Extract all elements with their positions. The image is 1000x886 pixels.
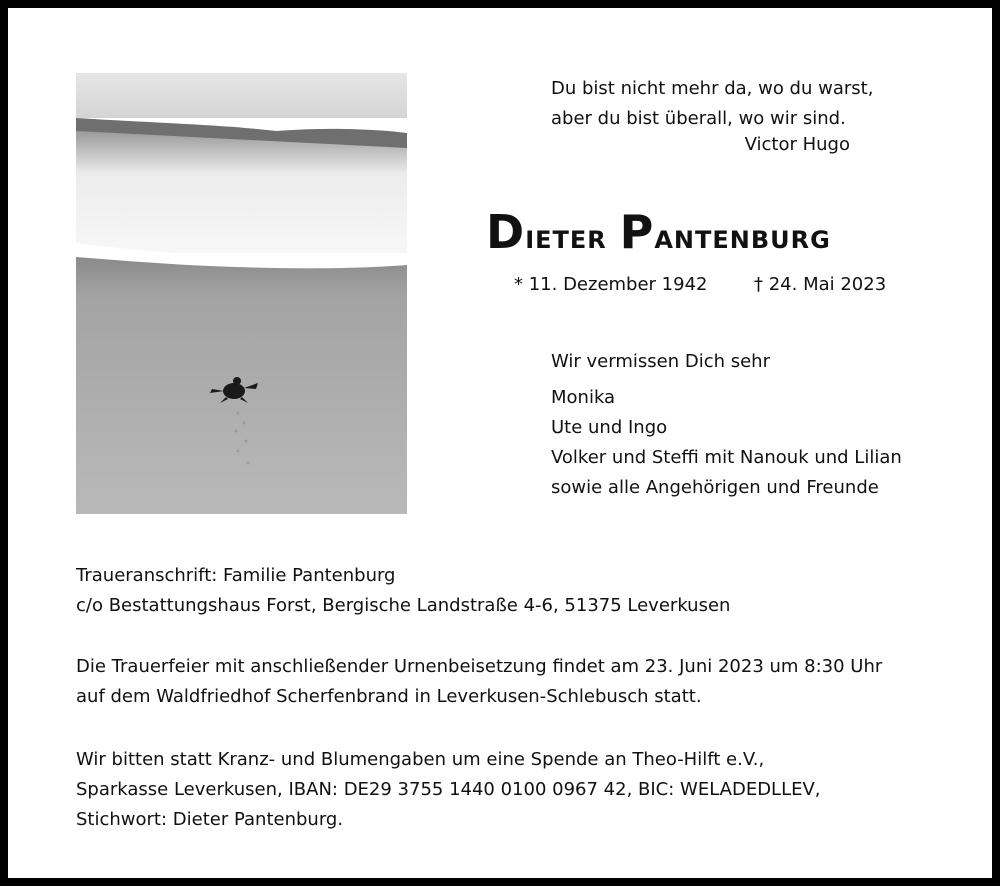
name-rest: ieter xyxy=(525,217,607,257)
address-line: Traueranschrift: Familie Pantenburg xyxy=(76,565,396,586)
mourner-name: Ute und Ingo xyxy=(551,417,668,438)
address-line: c/o Bestattungshaus Forst, Bergische Landstraße 4-6, 51375 Leverkusen xyxy=(76,595,731,616)
mourners-list xyxy=(551,347,902,503)
name-rest: antenburg xyxy=(654,217,831,257)
memorial-quote xyxy=(551,74,873,134)
birth-date: * 11. Dezember 1942 xyxy=(514,274,708,295)
mourners-intro: Wir vermissen Dich sehr xyxy=(551,351,770,372)
mourner-name: Volker und Steffi mit Nanouk und Lilian xyxy=(551,447,902,468)
mourning-address xyxy=(76,561,730,621)
quote-line: aber du bist überall, wo wir sind. xyxy=(551,108,846,129)
ceremony-line: auf dem Waldfriedhof Scherfenbrand in Leverkusen-Schlebusch statt. xyxy=(76,686,702,707)
donation-info xyxy=(76,745,821,835)
mourner-name: Monika xyxy=(551,387,616,408)
quote-line: Du bist nicht mehr da, wo du warst, xyxy=(551,78,874,99)
deceased-name xyxy=(486,205,831,259)
donation-line: Wir bitten statt Kranz- und Blumengaben um eine Spende an Theo-Hilft e.V., xyxy=(76,749,765,770)
death-date: † 24. Mai 2023 xyxy=(754,274,887,295)
ceremony-info xyxy=(76,652,882,712)
donation-line: Stichwort: Dieter Pantenburg. xyxy=(76,809,344,830)
ceremony-line: Die Trauerfeier mit anschließender Urnenbeisetzung findet am 23. Juni 2023 um 8:30 Uhr xyxy=(76,656,883,677)
name-initial: D xyxy=(486,205,526,259)
donation-line: Sparkasse Leverkusen, IBAN: DE29 3755 1440 0100 0967 42, BIC: WELADEDLLEV, xyxy=(76,779,821,800)
name-initial: P xyxy=(619,205,655,259)
beach-turtle-photo xyxy=(76,73,407,514)
quote-author: Victor Hugo xyxy=(744,134,850,155)
mourner-name: sowie alle Angehörigen und Freunde xyxy=(551,477,879,498)
